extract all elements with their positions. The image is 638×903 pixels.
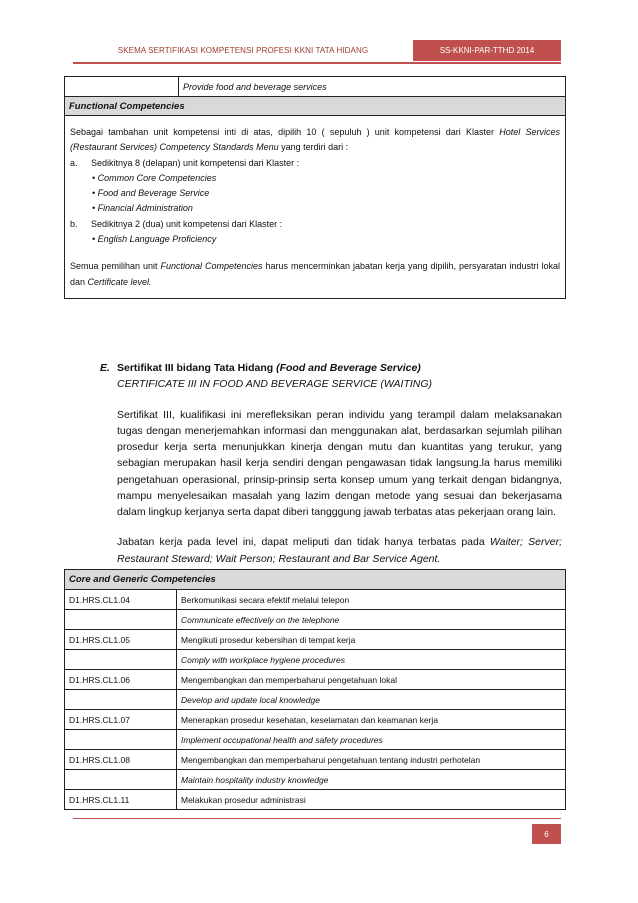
page-number: 6: [532, 824, 561, 844]
unit-title-id: Berkomunikasi secara efektif melalui telepon: [177, 590, 566, 610]
closing-paragraph: Semua pemilihan unit Functional Competencies harus mencerminkan jabatan kerja yang dipilih, persyaratan industri lokal dan Certificate level.: [70, 261, 561, 287]
table-row: [65, 790, 566, 810]
table-row: [65, 750, 566, 770]
section-e-subtitle: CERTIFICATE III IN FOOD AND BEVERAGE SERVICE (WAITING): [117, 378, 433, 391]
intro-paragraph: Sebagai tambahan unit kompetensi inti di atas, dipilih 10 ( sepuluh ) unit kompetensi dari Klaster Hotel Services (Restaurant Services) Competency Standards Menu yang terdiri dari :: [70, 127, 560, 153]
unit-title-id: Melakukan prosedur administrasi: [177, 790, 566, 810]
empty-cell: [65, 77, 179, 97]
section-e-paragraph: Sertifikat III, kualifikasi ini merefleksikan peran individu yang terampil dalam melaksanakan tugas dengan menerjemahkan informasi dan menggunakan alat, berdasarkan sejumlah pilihan prosedur kerja serta menunjukkan kinerja dengan mutu dan kuantitas yang terukur, yang sebagian merupakan hasil kerja sendiri dengan pengawasan tidak langsung.la harus memiliki pengetahuan operasional, prinsip-prinsip serta konsep umum yang terkait dengan bidangnya, mampu menyelesaikan masalah yang lazim dengan metode yang sesuai dan bekerjasama dalam lingkup kerjanya serta dapat diberi tangggung jawab terbatas atas pekerjaan orang lain.: [117, 408, 562, 519]
empty-cell: [65, 650, 177, 670]
page-header: [73, 40, 561, 61]
unit-title-en: Implement occupational health and safety procedures: [177, 730, 566, 750]
section-e-title: E. Sertifikat III bidang Tata Hidang (Food and Beverage Service): [100, 362, 421, 374]
unit-code: D1.HRS.CL1.11: [65, 790, 177, 810]
bullet-item: • Food and Beverage Service: [92, 188, 210, 199]
unit-code: D1.HRS.CL1.06: [65, 670, 177, 690]
carry-over-unit: Provide food and beverage services: [179, 77, 566, 97]
unit-code: D1.HRS.CL1.07: [65, 710, 177, 730]
unit-title-id: Mengembangkan dan memperbaharui pengetahuan tentang industri perhotelan: [177, 750, 566, 770]
unit-title-en: Develop and update local knowledge: [177, 690, 566, 710]
table-row: [65, 670, 566, 690]
bullet-item: • Common Core Competencies: [92, 172, 217, 183]
table-row: [65, 710, 566, 730]
unit-title-id: Menerapkan prosedur kesehatan, keselamatan dan keamanan kerja: [177, 710, 566, 730]
empty-cell: [65, 610, 177, 630]
table-row: [65, 630, 566, 650]
core-generic-table: [64, 569, 566, 810]
empty-cell: [65, 770, 177, 790]
unit-title-id: Mengembangkan dan memperbaharui pengetahuan lokal: [177, 670, 566, 690]
unit-title-en: Comply with workplace hygiene procedures: [177, 650, 566, 670]
functional-heading: Functional Competencies: [65, 97, 566, 116]
bullet-item: • Financial Administration: [92, 203, 193, 214]
unit-title-en: Communicate effectively on the telephone: [177, 610, 566, 630]
footer-divider: [73, 818, 561, 819]
empty-cell: [65, 690, 177, 710]
functional-competencies-table: [64, 76, 566, 299]
header-divider: [73, 62, 561, 64]
unit-code: D1.HRS.CL1.05: [65, 630, 177, 650]
section-e-job-titles: Jabatan kerja pada level ini, dapat meliputi dan tidak hanya terbatas pada Waiter; Server; Restaurant Steward; Wait Person; Restaurant and Bar Service Agent.: [117, 536, 562, 565]
list-item-b: b. Sedikitnya 2 (dua) unit kompetensi dari Klaster :: [70, 218, 283, 229]
section-e: [100, 360, 562, 567]
core-heading: Core and Generic Competencies: [65, 570, 566, 590]
table-row: [65, 590, 566, 610]
bullet-item: • English Language Proficiency: [92, 234, 217, 245]
unit-code: D1.HRS.CL1.04: [65, 590, 177, 610]
header-title: SKEMA SERTIFIKASI KOMPETENSI PROFESI KKNI TATA HIDANG: [117, 46, 369, 55]
functional-body: [65, 116, 566, 299]
unit-code: D1.HRS.CL1.08: [65, 750, 177, 770]
list-item-a: a. Sedikitnya 8 (delapan) unit kompetensi dari Klaster :: [70, 157, 300, 168]
unit-title-en: Maintain hospitality industry knowledge: [177, 770, 566, 790]
unit-title-id: Mengikuti prosedur kebersihan di tempat kerja: [177, 630, 566, 650]
empty-cell: [65, 730, 177, 750]
header-code: SS-KKNI-PAR-TTHD 2014: [413, 40, 561, 61]
